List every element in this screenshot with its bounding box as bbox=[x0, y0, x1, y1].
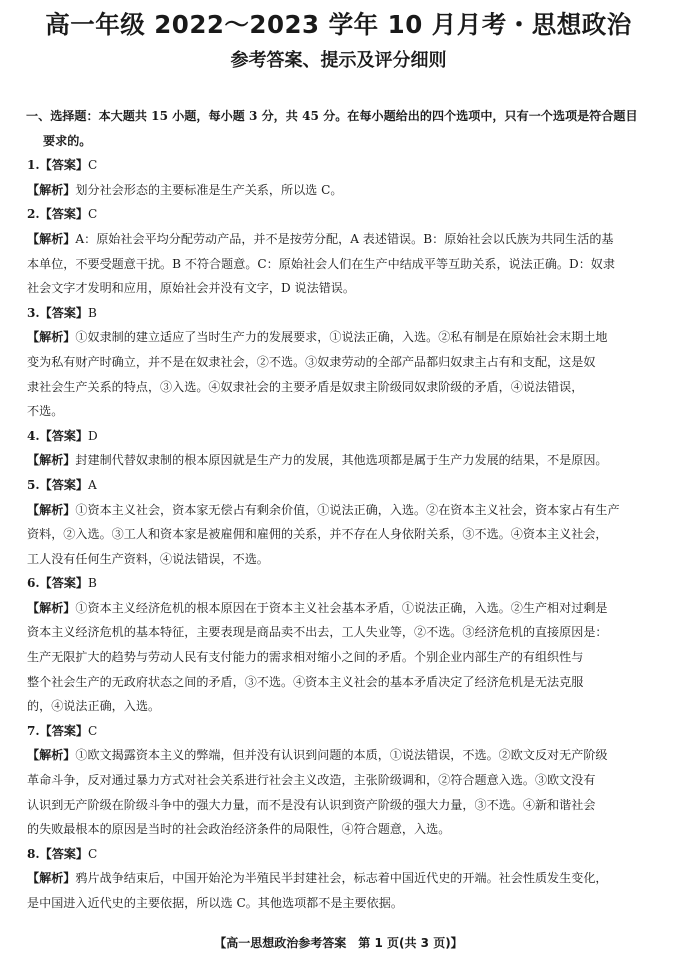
question-number: 4. bbox=[27, 428, 40, 443]
question-number: 8. bbox=[27, 846, 40, 861]
explanation-label: 【解析】 bbox=[27, 871, 76, 886]
explanation-line bbox=[27, 866, 657, 891]
answer-value: B bbox=[88, 576, 97, 591]
answer-value: C bbox=[88, 723, 98, 738]
answer-label: 【答案】 bbox=[39, 305, 89, 320]
explanation-text: 革命斗争，反对通过暴力方式对社会关系进行社会主义改造，主张阶级调和，②符合题意入选。③欧文没有 bbox=[27, 773, 596, 788]
answer-label: 【答案】 bbox=[39, 723, 89, 738]
explanation-text: 资料，②入选。③工人和资本家是被雇佣和雇佣的关系，并不存在人身依附关系，③不选。④资本主义社会， bbox=[27, 527, 608, 542]
explanation-label: 【解析】 bbox=[27, 330, 76, 345]
answer-value: B bbox=[88, 305, 97, 320]
explanation-text: 整个社会生产的无政府状态之间的矛盾，③不选。④资本主义社会的基本矛盾决定了经济危机是无法克服 bbox=[27, 674, 584, 689]
page-subtitle: 参考答案、提示及评分细则 bbox=[230, 50, 447, 71]
explanation-line bbox=[27, 178, 657, 203]
explanation-text: 资本主义经济危机的基本特征，主要表现是商品卖不出去，工人失业等，②不选。③经济危机的直接原因是： bbox=[27, 625, 608, 640]
answer-label: 【答案】 bbox=[39, 477, 89, 492]
question-number: 3. bbox=[27, 305, 40, 320]
explanation-line bbox=[27, 498, 657, 523]
question-number: 1. bbox=[27, 158, 40, 173]
explanation-text: ①欧文揭露资本主义的弊端，但并没有认识到问题的本质，①说法错误，不选。②欧文反对无产阶级 bbox=[75, 748, 608, 763]
answer-line bbox=[27, 424, 657, 449]
section-intro bbox=[27, 104, 657, 153]
section-intro-line-2: 要求的。 bbox=[43, 133, 92, 148]
question-item bbox=[27, 301, 657, 424]
explanation-text: 认识到无产阶级在阶级斗争中的强大力量，而不是没有认识到资产阶级的强大力量，③不选。④新和谐社会 bbox=[27, 797, 596, 812]
answer-value: C bbox=[88, 207, 98, 222]
explanation-text: 隶社会生产关系的特点，③入选。④奴隶社会的主要矛盾是奴隶主阶级同奴隶阶级的矛盾，④说法错误， bbox=[27, 379, 584, 394]
question-list bbox=[27, 153, 657, 915]
explanation-text: 变为私有财产时确立，并不是在奴隶社会，②不选。③奴隶劳动的全部产品都归奴隶主占有和支配，这是奴 bbox=[27, 354, 596, 369]
explanation-text: 封建制代替奴隶制的根本原因就是生产力的发展，其他选项都是属于生产力发展的结果，不是原因。 bbox=[75, 453, 608, 468]
question-item bbox=[27, 571, 657, 719]
explanation-line bbox=[27, 547, 657, 572]
question-item bbox=[27, 719, 657, 842]
explanation-line bbox=[27, 817, 657, 842]
answer-label: 【答案】 bbox=[39, 428, 89, 443]
explanation-line bbox=[27, 276, 657, 301]
answer-line bbox=[27, 719, 657, 744]
answer-label: 【答案】 bbox=[39, 846, 89, 861]
question-item bbox=[27, 473, 657, 571]
explanation-text: 的，④说法正确，入选。 bbox=[27, 699, 161, 714]
explanation-line bbox=[27, 596, 657, 621]
page-footer: 【高一思想政治参考答案 第 1 页(共 3 页)】 bbox=[214, 936, 463, 950]
explanation-label: 【解析】 bbox=[27, 502, 76, 517]
explanation-line bbox=[27, 620, 657, 645]
page-title: 高一年级 2022～2023 学年 10 月月考・思想政治 bbox=[45, 10, 632, 39]
explanation-text: 划分社会形态的主要标准是生产关系，所以选 C。 bbox=[75, 182, 343, 197]
explanation-line bbox=[27, 399, 657, 424]
explanation-line bbox=[27, 227, 657, 252]
answer-line bbox=[27, 153, 657, 178]
explanation-label: 【解析】 bbox=[27, 600, 76, 615]
explanation-line bbox=[27, 743, 657, 768]
answer-label: 【答案】 bbox=[39, 576, 89, 591]
explanation-text: 不选。 bbox=[27, 404, 64, 419]
answer-label: 【答案】 bbox=[39, 158, 89, 173]
question-number: 6. bbox=[27, 576, 40, 591]
explanation-label: 【解析】 bbox=[27, 182, 76, 197]
answer-value: D bbox=[88, 428, 98, 443]
explanation-line bbox=[27, 522, 657, 547]
explanation-line bbox=[27, 375, 657, 400]
explanation-label: 【解析】 bbox=[27, 453, 76, 468]
explanation-text: 是中国进入近代史的主要依据，所以选 C。其他选项都不是主要依据。 bbox=[27, 896, 403, 910]
explanation-text: 的失败最根本的原因是当时的社会政治经济条件的局限性，④符合题意，入选。 bbox=[27, 822, 451, 837]
explanation-text: 生产无限扩大的趋势与劳动人民有支付能力的需求相对缩小之间的矛盾。个别企业内部生产的有组织性与 bbox=[27, 650, 584, 665]
answer-line bbox=[27, 202, 657, 227]
explanation-line bbox=[27, 325, 657, 350]
answer-value: C bbox=[88, 846, 98, 861]
explanation-text: ①奴隶制的建立适应了当时生产力的发展要求，①说法正确，入选。②私有制是在原始社会末期土地 bbox=[75, 330, 608, 345]
explanation-line bbox=[27, 768, 657, 793]
explanation-line bbox=[27, 670, 657, 695]
explanation-line bbox=[27, 793, 657, 818]
question-number: 5. bbox=[27, 477, 40, 492]
explanation-line bbox=[27, 448, 657, 473]
explanation-line bbox=[27, 252, 657, 277]
answer-line bbox=[27, 842, 657, 867]
section-intro-line-1: 一、选择题：本大题共 15 小题，每小题 3 分，共 45 分。在每小题给出的四个选项中，只有一个选项是符合题目 bbox=[26, 109, 638, 123]
explanation-label: 【解析】 bbox=[27, 231, 76, 246]
question-item bbox=[27, 424, 657, 473]
question-item bbox=[27, 202, 657, 300]
explanation-line bbox=[27, 694, 657, 719]
question-number: 7. bbox=[27, 723, 40, 738]
answer-line bbox=[27, 571, 657, 596]
explanation-line bbox=[27, 891, 657, 916]
answer-line bbox=[27, 301, 657, 326]
explanation-text: 工人没有任何生产资料，④说法错误，不选。 bbox=[27, 551, 269, 566]
explanation-label: 【解析】 bbox=[27, 748, 76, 763]
explanation-text: 鸦片战争结束后，中国开始沦为半殖民半封建社会，标志着中国近代史的开端。社会性质发生变化， bbox=[75, 871, 608, 886]
question-number: 2. bbox=[27, 207, 40, 222]
explanation-line bbox=[27, 350, 657, 375]
explanation-text: ①资本主义经济危机的根本原因在于资本主义社会基本矛盾，①说法正确，入选。②生产相对过剩是 bbox=[75, 600, 608, 615]
explanation-line bbox=[27, 645, 657, 670]
question-item bbox=[27, 842, 657, 916]
answer-value: A bbox=[88, 477, 97, 492]
explanation-text: 社会文字才发明和应用，原始社会并没有文字，D 说法错误。 bbox=[27, 281, 355, 296]
explanation-text: 本单位，不要受题意干扰。B 不符合题意。C：原始社会人们在生产中结成平等互助关系，说法正确。D：奴隶 bbox=[27, 256, 615, 271]
answer-line bbox=[27, 473, 657, 498]
explanation-text: A：原始社会平均分配劳动产品，并不是按劳分配，A 表述错误。B：原始社会以氏族为共同生活的基 bbox=[75, 231, 614, 246]
answer-label: 【答案】 bbox=[39, 207, 89, 222]
question-item bbox=[27, 153, 657, 202]
explanation-text: ①资本主义社会，资本家无偿占有剩余价值，①说法正确，入选。②在资本主义社会，资本家占有生产 bbox=[75, 502, 620, 517]
answer-content bbox=[27, 104, 657, 916]
answer-value: C bbox=[88, 158, 98, 173]
